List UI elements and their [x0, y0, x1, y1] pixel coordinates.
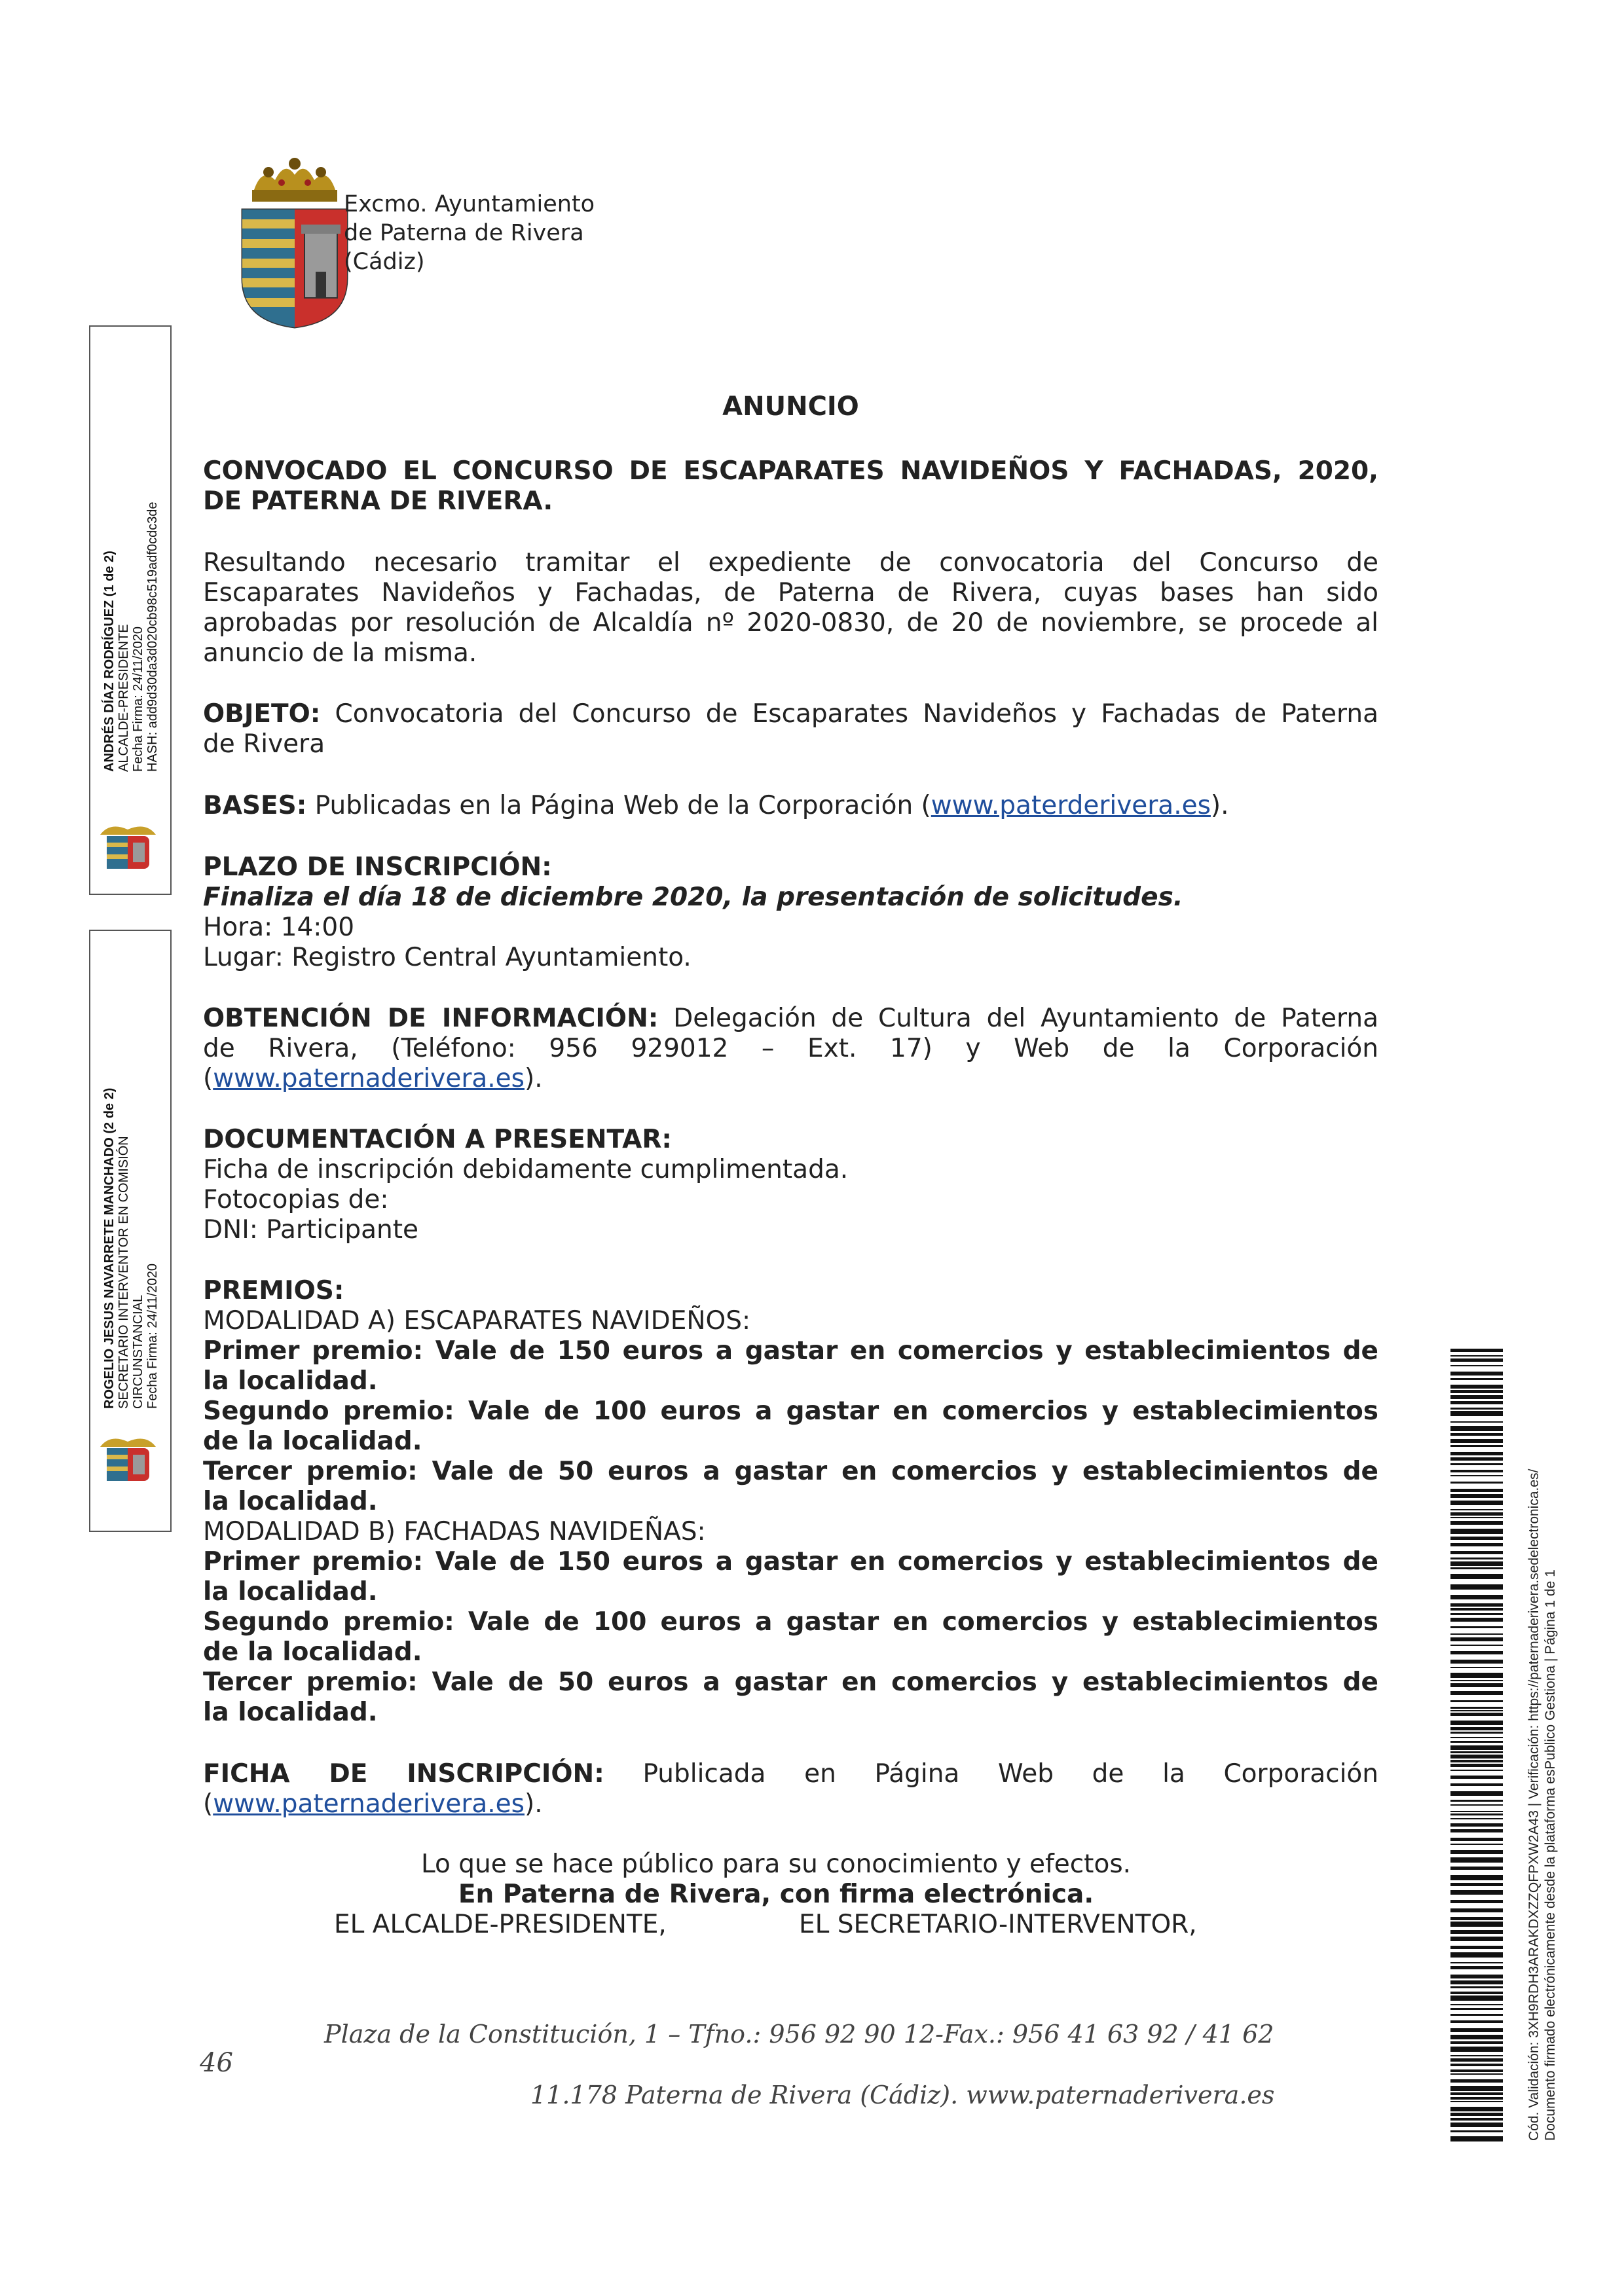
barcode-bar [1450, 2118, 1503, 2121]
bases-text: Publicadas en la Página Web de la Corporación ( [306, 791, 931, 820]
barcode-bar [1450, 1710, 1503, 1711]
barcode-bar [1450, 2092, 1503, 2095]
bases-line [203, 791, 1378, 821]
intro-line-3: aprobadas por resolución de Alcaldía nº 2020-0830, de 20 de noviembre, se procede al [203, 608, 1378, 638]
barcode-bar [1450, 1421, 1503, 1423]
modalidad-a-title: MODALIDAD A) ESCAPARATES NAVIDEÑOS: [203, 1306, 751, 1336]
header-line-1: Excmo. Ayuntamiento [344, 191, 595, 217]
barcode-bar [1450, 1741, 1503, 1743]
signer-left: EL ALCALDE-PRESIDENTE, [334, 1910, 667, 1939]
intro-line-1: Resultando necesario tramitar el expediente de convocatoria del Concurso de [203, 548, 1378, 577]
barcode-bar [1450, 1764, 1503, 1767]
signature-2-text [102, 1088, 160, 1409]
title-line-2: DE PATERNA DE RIVERA. [203, 486, 553, 516]
barcode-bar [1450, 1673, 1503, 1678]
premios-label: PREMIOS: [203, 1276, 344, 1305]
barcode-bar [1450, 1608, 1503, 1611]
barcode-bar [1450, 1737, 1503, 1738]
signer-right: EL SECRETARIO-INTERVENTOR, [799, 1910, 1197, 1939]
barcode-bar [1450, 2130, 1503, 2132]
barcode-bar [1450, 2113, 1503, 2116]
barcode-bar [1450, 1917, 1503, 1920]
barcode-bar [1450, 1829, 1503, 1832]
mod-b-prize-1-line-2: la localidad. [203, 1577, 378, 1607]
barcode-bar [1450, 1760, 1503, 1762]
barcode-bar [1450, 1365, 1503, 1366]
barcode-bar [1450, 1512, 1503, 1516]
info-line-1 [203, 1004, 1378, 1034]
barcode-bar [1450, 1751, 1503, 1753]
footer-address-line-1: Plaza de la Constitución, 1 – Tfno.: 956 92 90 12-Fax.: 956 41 63 92 / 41 62 [324, 2020, 1274, 2049]
page-number: 46 [200, 2048, 233, 2078]
doc-line-1: Ficha de inscripción debidamente cumplimentada. [203, 1155, 849, 1184]
mod-b-prize-2-line-2: de la localidad. [203, 1637, 422, 1667]
announcement-heading: ANUNCIO [722, 392, 859, 422]
barcode-bar [1450, 1890, 1503, 1895]
barcode-bar [1450, 1813, 1503, 1815]
signature-1-name: ANDRÉS DÍAZ RODRÍGUEZ (1 de 2) [102, 551, 117, 772]
footer-address-line-2: 11.178 Paterna de Rivera (Cádiz). www.paternaderivera.es [530, 2081, 1275, 2109]
barcode-bar [1450, 1900, 1503, 1903]
title-line-1: CONVOCADO EL CONCURSO DE ESCAPARATES NAVIDEÑOS Y FACHADAS, 2020, [203, 456, 1378, 486]
mod-a-prize-3-line-1: Tercer premio: Vale de 50 euros a gastar en comercios y establecimientos de [203, 1457, 1378, 1486]
info-line-2: de Rivera, (Teléfono: 956 929012 – Ext. 17) y Web de la Corporación [203, 1034, 1378, 1063]
intro-line-4: anuncio de la misma. [203, 638, 477, 668]
modalidad-b-title: MODALIDAD B) FACHADAS NAVIDEÑAS: [203, 1517, 706, 1546]
barcode-bar [1450, 2069, 1503, 2072]
barcode-bar [1450, 2058, 1503, 2062]
signature-2-crest-icon [94, 1434, 162, 1486]
barcode-bar [1450, 1783, 1503, 1786]
mod-a-prize-1-line-2: la localidad. [203, 1366, 378, 1396]
barcode-bar [1450, 1494, 1503, 1498]
barcode-bar [1450, 1727, 1503, 1730]
info-link[interactable]: www.paternaderivera.es [213, 1064, 525, 1093]
ficha-link[interactable]: www.paternaderivera.es [213, 1789, 525, 1819]
mod-a-prize-2-line-1: Segundo premio: Vale de 100 euros a gastar en comercios y establecimientos [203, 1396, 1378, 1426]
barcode-bar [1450, 1408, 1503, 1410]
barcode-bar [1450, 1732, 1503, 1734]
barcode-bar [1450, 1618, 1503, 1622]
barcode-bar [1450, 1411, 1503, 1416]
barcode-bar [1450, 1995, 1503, 2001]
barcode-bar [1450, 2004, 1503, 2005]
barcode-bar [1450, 1875, 1503, 1880]
barcode-bar [1450, 1626, 1503, 1628]
barcode-bar [1450, 1857, 1503, 1863]
barcode-bar [1450, 1966, 1503, 1969]
barcode-bar [1450, 1358, 1503, 1362]
mod-b-prize-1-line-1: Primer premio: Vale de 150 euros a gastar en comercios y establecimientos de [203, 1547, 1378, 1576]
doc-line-2: Fotocopias de: [203, 1185, 389, 1214]
ficha-line-2: (www.paternaderivera.es). [203, 1789, 543, 1819]
mod-b-prize-2-line-1: Segundo premio: Vale de 100 euros a gastar en comercios y establecimientos [203, 1607, 1378, 1637]
verification-line-1: Cód. Validación: 3XH9RDH3ARAKDXZZQFPXW2A43 | Verificación: https://paternaderivera.sedelectronica.es/ [1526, 1468, 1541, 2141]
barcode-bar [1450, 1645, 1503, 1646]
barcode-bar [1450, 1713, 1503, 1716]
signature-1-date: Fecha Firma: 24/11/2020 [131, 627, 145, 772]
objeto-label: OBJETO: [203, 699, 321, 729]
barcode-bar [1450, 1818, 1503, 1819]
barcode-bar [1450, 1529, 1503, 1534]
barcode-bar [1450, 1558, 1503, 1559]
barcode-bar [1450, 1574, 1503, 1579]
barcode-bar [1450, 2073, 1503, 2075]
barcode-bar [1450, 1470, 1503, 1472]
barcode-bar [1450, 1489, 1503, 1492]
info-line-3: (www.paternaderivera.es). [203, 1064, 543, 1093]
barcode-bar [1450, 1517, 1503, 1518]
objeto-line-2: de Rivera [203, 729, 325, 759]
barcode-bar [1450, 1543, 1503, 1546]
barcode-bar [1450, 1433, 1503, 1436]
barcode-bar [1450, 1349, 1503, 1352]
barcode-bar [1450, 1463, 1503, 1465]
ficha-text: Publicada en Página Web de la Corporación [604, 1759, 1378, 1789]
bases-link[interactable]: www.paterderivera.es [931, 791, 1211, 820]
barcode-bar [1450, 1791, 1503, 1796]
barcode-bar [1450, 1721, 1503, 1725]
info-text: Delegación de Cultura del Ayuntamiento de Paterna [658, 1004, 1378, 1033]
barcode-bar [1450, 1603, 1503, 1607]
closing-line-1: Lo que se hace público para su conocimiento y efectos. [420, 1850, 1132, 1879]
barcode-bar [1450, 1613, 1503, 1615]
verification-text [1526, 1469, 1559, 2141]
barcode-bar [1450, 1937, 1503, 1941]
barcode-bar [1450, 1804, 1503, 1806]
mod-a-prize-1-line-1: Primer premio: Vale de 150 euros a gastar en comercios y establecimientos de [203, 1336, 1378, 1366]
barcode-bar [1450, 2055, 1503, 2056]
barcode-bar [1450, 1992, 1503, 1994]
barcode-bar [1450, 1452, 1503, 1455]
verification-barcode [1450, 1349, 1503, 2144]
barcode-bar [1450, 1537, 1503, 1540]
barcode-bar [1450, 2064, 1503, 2066]
signature-1-text [102, 501, 160, 772]
barcode-bar [1450, 2035, 1503, 2039]
crown-icon [252, 158, 337, 202]
barcode-bar [1450, 1372, 1503, 1376]
barcode-bar [1450, 1700, 1503, 1702]
barcode-bar [1450, 2041, 1503, 2044]
barcode-bar [1450, 2020, 1503, 2023]
info-label: OBTENCIÓN DE INFORMACIÓN: [203, 1004, 659, 1033]
barcode-bar [1450, 1975, 1503, 1978]
barcode-bar [1450, 1651, 1503, 1654]
barcode-bar [1450, 1426, 1503, 1431]
barcode-bar [1450, 2123, 1503, 2127]
barcode-bar [1450, 1667, 1503, 1668]
barcode-bar [1450, 1395, 1503, 1399]
barcode-bar [1450, 1745, 1503, 1750]
verification-line-2: Documento firmado electrónicamente desde la plataforma esPublico Gestiona | Página 1 de 1 [1543, 1569, 1558, 2141]
signature-1-crest-icon [94, 822, 162, 874]
barcode-bar [1450, 1800, 1503, 1802]
barcode-bar [1450, 1482, 1503, 1484]
ficha-end: ). [524, 1789, 543, 1819]
ficha-line-1 [203, 1759, 1378, 1789]
plazo-text: Finaliza el día 18 de diciembre 2020, la presentación de solicitudes. [203, 883, 1183, 912]
barcode-bar [1450, 1707, 1503, 1709]
mod-b-prize-3-line-2: la localidad. [203, 1698, 378, 1727]
objeto-text: Convocatoria del Concurso de Escaparates Navideños y Fachadas de Paterna [320, 699, 1378, 729]
barcode-bar [1450, 1521, 1503, 1525]
barcode-bar [1450, 1922, 1503, 1927]
barcode-bar [1450, 1986, 1503, 1988]
header-line-2: de Paterna de Rivera [344, 220, 584, 246]
barcode-bar [1450, 1680, 1503, 1681]
barcode-bar [1450, 2136, 1503, 2141]
signature-2-date: Fecha Firma: 24/11/2020 [145, 1264, 160, 1409]
barcode-bar [1450, 1908, 1503, 1912]
closing-line-2: En Paterna de Rivera, con firma electrónica. [458, 1880, 1094, 1909]
barcode-bar [1450, 1980, 1503, 1984]
barcode-bar [1450, 1551, 1503, 1554]
barcode-bar [1450, 2097, 1503, 2100]
barcode-bar [1450, 1683, 1503, 1687]
barcode-bar [1450, 1930, 1503, 1934]
barcode-bar [1450, 1355, 1503, 1357]
barcode-bar [1450, 1770, 1503, 1771]
barcode-bar [1450, 1567, 1503, 1569]
barcode-bar [1450, 1439, 1503, 1443]
barcode-bar [1450, 1378, 1503, 1380]
barcode-bar [1450, 1501, 1503, 1505]
barcode-bar [1450, 1633, 1503, 1635]
mod-a-prize-3-line-2: la localidad. [203, 1487, 378, 1516]
intro-line-2: Escaparates Navideños y Fachadas, de Paterna de Rivera, cuyas bases han sido [203, 578, 1378, 608]
doc-line-3: DNI: Participante [203, 1215, 419, 1245]
barcode-bar [1450, 1811, 1503, 1812]
lugar-text: Lugar: Registro Central Ayuntamiento. [203, 943, 692, 972]
bases-end: ). [1210, 791, 1229, 820]
signature-2-role2: CIRCUNSTANCIAL [131, 1294, 145, 1409]
barcode-bar [1450, 1660, 1503, 1664]
info-end: ). [524, 1064, 543, 1093]
barcode-bar [1450, 2014, 1503, 2016]
hora-text: Hora: 14:00 [203, 913, 355, 942]
barcode-bar [1450, 1475, 1503, 1476]
barcode-bar [1450, 1962, 1503, 1963]
barcode-bar [1450, 1595, 1503, 1599]
barcode-bar [1450, 2028, 1503, 2032]
barcode-bar [1450, 2079, 1503, 2083]
barcode-bar [1450, 1850, 1503, 1854]
signature-1-role: ALCALDE-PRESIDENTE [117, 624, 131, 772]
barcode-bar [1450, 1445, 1503, 1447]
barcode-bar [1450, 1823, 1503, 1827]
barcode-bar [1450, 1844, 1503, 1845]
signature-1-hash: HASH: add9d30da3d020cb98c519adf0cdc3de [145, 501, 160, 772]
ficha-label: FICHA DE INSCRIPCIÓN: [203, 1759, 604, 1789]
barcode-bar [1450, 1776, 1503, 1779]
signature-box-1 [89, 325, 172, 895]
barcode-bar [1450, 1561, 1503, 1566]
mod-b-prize-3-line-1: Tercer premio: Vale de 50 euros a gastar en comercios y establecimientos de [203, 1667, 1378, 1697]
barcode-bar [1450, 1385, 1503, 1389]
barcode-bar [1450, 1390, 1503, 1393]
barcode-bar [1450, 1637, 1503, 1641]
barcode-bar [1450, 1952, 1503, 1958]
barcode-bar [1450, 1509, 1503, 1510]
municipal-crest-logo [236, 154, 354, 331]
barcode-bar [1450, 2008, 1503, 2010]
barcode-bar [1450, 1946, 1503, 1949]
signature-2-name: ROGELIO JESUS NAVARRETE MANCHADO (2 de 2) [102, 1087, 117, 1409]
barcode-bar [1450, 1755, 1503, 1758]
barcode-bar [1450, 2047, 1503, 2052]
barcode-bar [1450, 1584, 1503, 1590]
header-line-3: (Cádiz) [344, 249, 425, 275]
objeto-line-1 [203, 699, 1378, 729]
bases-label: BASES: [203, 791, 307, 820]
signature-2-role: SECRETARIO INTERVENTOR EN COMISIÓN [117, 1136, 131, 1409]
barcode-bar [1450, 1838, 1503, 1841]
barcode-bar [1450, 2086, 1503, 2091]
plazo-label: PLAZO DE INSCRIPCIÓN: [203, 852, 552, 882]
barcode-bar [1450, 2101, 1503, 2102]
doc-label: DOCUMENTACIÓN A PRESENTAR: [203, 1125, 672, 1154]
mod-a-prize-2-line-2: de la localidad. [203, 1427, 422, 1456]
barcode-bar [1450, 1867, 1503, 1870]
barcode-bar [1450, 1401, 1503, 1404]
barcode-bar [1450, 1691, 1503, 1695]
barcode-bar [1450, 2107, 1503, 2111]
barcode-bar [1450, 1457, 1503, 1461]
barcode-bar [1450, 1883, 1503, 1886]
